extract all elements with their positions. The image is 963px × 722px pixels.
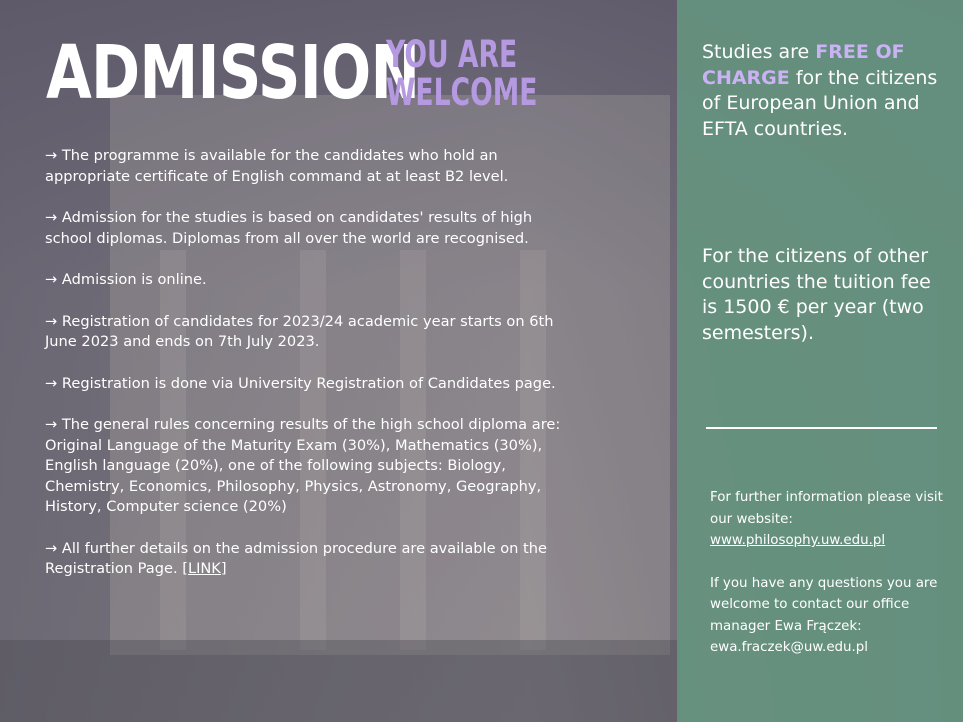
info-item — [45, 146, 565, 187]
website-link[interactable]: www.philosophy.uw.edu.pl — [710, 533, 886, 548]
info-item-text: → The general rules concerning results of the high school diploma are: Original Language of the Maturity Exam (30%), Mathematics (30%), English language (20%), one of the following subjects: Biology, Chemistry, Economics, Philosophy, Physics, Astronomy, Geography, History, Computer science (20%) — [45, 416, 561, 515]
info-item — [45, 208, 565, 249]
email-link[interactable]: ewa.fraczek@uw.edu.pl — [710, 640, 869, 655]
info-item-text: → Registration of candidates for 2023/24 academic year starts on 6th June 2023 and ends on 7th July 2023. — [45, 312, 554, 350]
tuition-fee-note: For the citizens of other countries the tuition fee is 1500 € per year (two semesters). — [702, 245, 931, 344]
free-suffix: for the citizens of European Union and EFTA countries. — [702, 66, 938, 140]
free-prefix: Studies are — [702, 41, 810, 63]
subtitle-line: WELCOME — [386, 71, 538, 114]
info-item — [45, 374, 565, 395]
info-item-text: → Admission is online. — [45, 271, 207, 288]
info-item-text: → The programme is available for the candidates who hold an appropriate certificate of English command at at least B2 level. — [45, 147, 509, 185]
subtitle-line: YOU ARE — [386, 33, 518, 76]
contact-paragraph — [710, 573, 950, 659]
divider — [706, 427, 937, 429]
contact-info — [710, 487, 950, 680]
registration-link[interactable]: [LINK] — [182, 560, 227, 577]
info-item — [45, 415, 565, 518]
page-title: ADMISSION — [46, 30, 420, 116]
contact-text: If you have any questions you are welcome to contact our office manager Ewa Frączek: — [710, 575, 938, 634]
free-of-charge-note — [702, 40, 952, 142]
free-highlight: FREE OF CHARGE — [702, 41, 905, 89]
info-item-text: → Registration is done via University Registration of Candidates page. — [45, 374, 556, 392]
info-item-text: → All further details on the admission procedure are available on the Registration Page. — [45, 539, 547, 577]
info-item — [45, 312, 565, 353]
info-item — [45, 539, 565, 580]
page-subtitle — [386, 33, 538, 114]
website-text: For further information please visit our website: — [710, 490, 943, 527]
info-item — [45, 270, 565, 291]
website-info — [710, 487, 950, 552]
info-item-text: → Admission for the studies is based on candidates' results of high school diplomas. Diplomas from all over the world are recognised. — [45, 209, 533, 247]
ground-area — [0, 640, 680, 722]
admission-info-list — [45, 146, 565, 601]
